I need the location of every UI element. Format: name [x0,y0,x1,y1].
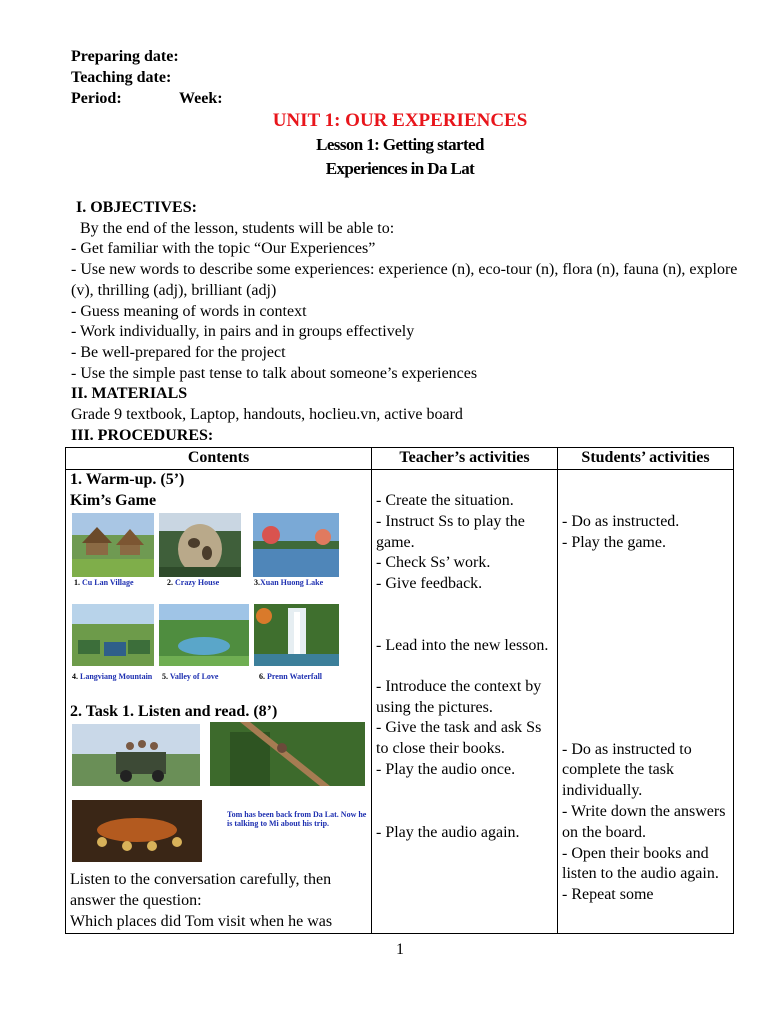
teacher-activity: - Introduce the context by using the pictures. [376,677,542,716]
photo-caption: 3.Xuan Huong Lake [254,577,324,587]
objective-item: - Be well-prepared for the project [71,343,286,361]
teaching-date-label: Teaching date: [71,69,172,86]
langviang-mountain-photo [72,604,154,666]
lesson-title: Lesson 1: Getting started [316,135,484,154]
procedures-table [65,447,734,934]
photo-caption: 2. Crazy House [167,577,220,587]
teacher-activity: - Check Ss’ work. [376,554,491,572]
task1-instruction: Listen to the conversation carefully, then answer the question: [70,871,332,910]
photo-caption: 4. Langviang Mountain [72,671,153,681]
photo-caption: 5. Valley of Love [162,671,219,681]
contents-cell [66,470,372,934]
plan-header [71,46,223,109]
student-activity: - Do as instructed to complete the task individually. [562,740,692,800]
teacher-activities-cell [372,470,558,934]
student-activity: - Repeat some [562,886,654,904]
objective-item: - Use the simple past tense to talk about someone’s experiences [71,364,478,382]
task1-photos [70,722,367,870]
objectives-section [71,198,751,446]
students-activities-cell [558,470,734,934]
teacher-activity: - Create the situation. [376,492,514,509]
objective-item: - Work individually, in pairs and in groups effectively [71,323,415,341]
photo-caption: 6. Prenn Waterfall [259,671,323,681]
table-row [66,470,734,934]
procedures-heading: III. PROCEDURES: [71,426,214,444]
prenn-waterfall-photo [254,604,339,666]
column-header-contents: Contents [66,448,372,470]
materials-text: Grade 9 textbook, Laptop, handouts, hoclieu.vn, active board [71,406,463,424]
objective-item: - Use new words to describe some experiences: experience (n), eco-tour (n), flora (n), fauna (n), explore (v), thrilling (adj), brilliant (adj) [71,261,738,299]
task1-question: Which places did Tom visit when he was [70,912,333,930]
objectives-heading: I. OBJECTIVES: [76,199,197,216]
jeep-group-photo [72,724,200,786]
teacher-activity: - Instruct Ss to play the game. [376,512,525,551]
warmup-subtitle: Kim’s Game [70,491,157,509]
task1-context-note: Tom has been back from Da Lat. Now he is talking to Mi about his trip. [227,810,367,829]
column-header-teacher: Teacher’s activities [372,448,558,470]
column-header-students: Students’ activities [558,448,734,470]
teacher-activity: - Play the audio again. [376,823,520,841]
crazy-house-photo [159,513,241,577]
materials-heading: II. MATERIALS [71,385,188,403]
preparing-date-label: Preparing date: [71,48,179,65]
photo-caption: 1. Cu Lan Village [74,577,134,587]
objective-item: - Guess meaning of words in context [71,302,307,320]
task1-title: 2. Task 1. Listen and read. (8’) [70,702,278,720]
topic-title: Experiences in Da Lat [325,159,475,178]
warmup-photo-grid [70,512,367,702]
student-activity: - Write down the answers on the board. [562,802,726,841]
student-activity: - Do as instructed. [562,513,680,530]
table-header-row [66,448,734,470]
lesson-titles [0,109,768,181]
teacher-activity: - Give feedback. [376,575,483,593]
period-label: Period: [71,90,122,107]
objectives-intro: By the end of the lesson, students will be able to: [80,219,395,237]
unit-title: UNIT 1: OUR EXPERIENCES [272,110,528,131]
objective-item: - Get familiar with the topic “Our Experiences” [71,240,376,258]
page-number: 1 [396,941,404,958]
teacher-activity: - Lead into the new lesson. [376,636,549,654]
rope-bridge-photo [210,722,365,786]
week-label: Week: [179,90,223,107]
xuan-huong-lake-photo [253,513,339,577]
student-activity: - Open their books and listen to the audio again. [562,844,719,883]
teacher-activity: - Give the task and ask Ss to close their books. [376,719,542,758]
cu-lan-village-photo [72,513,154,577]
student-activity: - Play the game. [562,533,666,551]
warmup-title: 1. Warm-up. (5’) [70,471,185,488]
gong-performance-photo [72,800,202,862]
valley-of-love-photo [159,604,249,666]
teacher-activity: - Play the audio once. [376,760,516,778]
